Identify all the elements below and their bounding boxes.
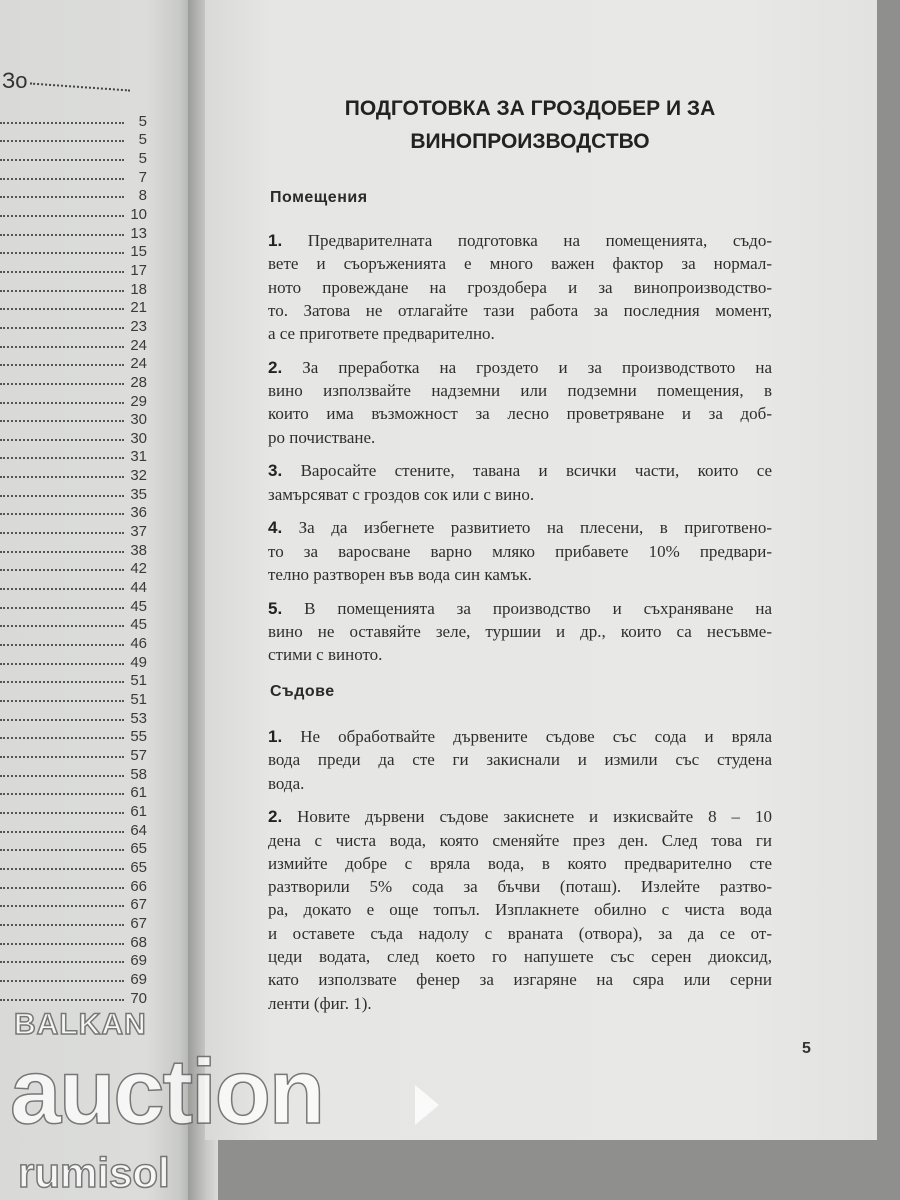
toc-page-number: 65 <box>130 858 147 876</box>
toc-leader-dots <box>0 943 124 945</box>
toc-leader-dots <box>0 457 124 459</box>
toc-leader-dots <box>0 327 124 329</box>
toc-leader-dots <box>0 532 124 534</box>
toc-page-number: 24 <box>130 355 147 373</box>
line-text: За преработка на гроздето и за производството на <box>282 357 772 377</box>
line-text: Не обработвайте дървените съдове със сода и вряла <box>282 727 772 746</box>
toc-leader-dots <box>0 905 124 907</box>
toc-leader-dots <box>0 961 124 963</box>
section-vessels <box>268 725 772 1025</box>
text-line <box>268 229 772 252</box>
line-text: ра, докато е още топъл. Изплакнете обилно с чиста вода <box>268 900 772 920</box>
toc-entry <box>0 278 150 297</box>
text-line <box>268 540 772 563</box>
title-line: ПОДГОТОВКА ЗА ГРОЗДОБЕР И ЗА <box>344 97 716 120</box>
text-line <box>268 945 772 968</box>
numbered-paragraph <box>268 805 772 1015</box>
text-line <box>268 483 772 506</box>
toc-entry <box>0 259 150 278</box>
toc-leader-dots <box>0 215 124 217</box>
toc-page-number: 57 <box>130 746 147 764</box>
toc-page-number: 44 <box>130 579 147 597</box>
section-heading: Помещения <box>270 189 368 206</box>
toc-entry <box>0 576 150 595</box>
toc-entry <box>0 782 150 801</box>
text-line <box>268 322 772 345</box>
toc-page-number: 61 <box>130 802 147 820</box>
toc-page-number: 70 <box>130 989 147 1007</box>
toc-entry <box>0 185 150 204</box>
toc-entry <box>0 297 150 316</box>
toc-leader-dots <box>0 476 124 478</box>
line-text: телно разтворен във вода син камък. <box>268 565 532 585</box>
line-text: дена с чиста вода, която сменяйте през ден. След това ги <box>268 830 772 850</box>
toc-leader-dots <box>0 980 124 982</box>
toc-entry <box>0 241 150 260</box>
numbered-paragraph <box>268 356 772 449</box>
toc-page-number: 29 <box>130 392 147 410</box>
toc-leader-dots <box>0 140 124 142</box>
toc-entry <box>0 950 150 969</box>
toc-entry <box>0 427 150 446</box>
toc-page-number: 5 <box>138 149 147 167</box>
line-text: Варосайте стените, тавана и всички части, които се <box>282 461 772 481</box>
toc-entry <box>0 558 150 577</box>
toc-page-number: 45 <box>130 616 147 634</box>
text-line <box>268 426 772 449</box>
text-line <box>268 992 772 1015</box>
line-text: замърсяват с гроздов сок или с вино. <box>268 484 535 504</box>
text-line <box>268 643 772 666</box>
toc-entry <box>0 912 150 931</box>
section-heading: Съдове <box>270 683 335 700</box>
text-line <box>268 725 772 748</box>
toc-page-number: 31 <box>130 448 147 466</box>
paragraph-number: 1. <box>268 727 283 746</box>
line-text: ното провеждане на гроздобера и за винопроизводство- <box>268 277 772 297</box>
paragraph-number: 2. <box>268 807 283 827</box>
toc-leader-dots <box>0 159 124 161</box>
text-line <box>268 252 772 275</box>
toc-entry <box>0 483 150 502</box>
line-text: разтворили 5% сода за бъчви (поташ). Излейте разтво- <box>268 877 772 897</box>
toc-leader-dots <box>0 775 124 777</box>
toc-leader-dots <box>0 346 124 348</box>
toc-leader-dots <box>0 178 124 180</box>
toc-leader-dots <box>0 495 124 497</box>
toc-page-number: 32 <box>130 467 147 485</box>
toc-page-number: 18 <box>130 280 147 298</box>
toc-entry <box>0 166 150 185</box>
toc-page-number: 64 <box>130 821 147 839</box>
toc-page-number: 68 <box>130 933 147 951</box>
line-text: Предварителната подготовка на помещенията, съдо- <box>282 231 772 250</box>
toc-page-number: 45 <box>130 597 147 615</box>
text-line <box>268 379 772 402</box>
text-line <box>268 563 772 586</box>
toc-page-number: 46 <box>130 635 147 653</box>
section-premises <box>268 229 772 677</box>
toc-leader-dots <box>0 513 124 515</box>
toc-leader-dots <box>0 607 124 609</box>
toc-entry <box>0 651 150 670</box>
numbered-paragraph <box>268 725 772 795</box>
toc-entry <box>0 147 150 166</box>
toc-page-number: 13 <box>130 224 147 242</box>
toc-leader-dots <box>0 999 124 1001</box>
toc-entry <box>0 726 150 745</box>
line-text: а се пригответе предварително. <box>268 324 495 344</box>
toc-page-number: 58 <box>130 765 147 783</box>
toc-leader-dots <box>0 737 124 739</box>
text-line <box>268 402 772 425</box>
toc-leader-dots <box>0 196 124 198</box>
line-text: които има възможност за лесно проветряване и за доб- <box>268 404 772 424</box>
numbered-paragraph <box>268 459 772 506</box>
line-text: За да избегнете развитието на плесени, в приготвено- <box>282 518 772 538</box>
paragraph-number: 5. <box>268 598 283 618</box>
toc-entry <box>0 539 150 558</box>
watermark-brand-main: auction <box>10 1041 324 1143</box>
toc-page-number: 37 <box>130 523 147 541</box>
toc-entry <box>0 595 150 614</box>
toc-entry <box>0 819 150 838</box>
watermark-brand-top: BALKAN <box>14 1008 147 1041</box>
text-line <box>268 852 772 875</box>
toc-entry <box>0 931 150 950</box>
toc-leader-dots <box>0 700 124 702</box>
toc-entry <box>0 800 150 819</box>
line-text: вете и съоръженията е много важен фактор за нормал- <box>268 254 772 274</box>
toc-page-number: 24 <box>130 336 147 354</box>
toc-leader-dots <box>0 383 124 385</box>
toc-page-number: 38 <box>130 541 147 559</box>
toc-page-number: 67 <box>130 914 147 932</box>
toc-leader-dots <box>0 252 124 254</box>
text-line <box>268 459 772 482</box>
toc-page-number: 53 <box>130 709 147 727</box>
paragraph-number: 3. <box>268 461 283 481</box>
toc-entry <box>0 409 150 428</box>
toc-leader-dots <box>0 812 124 814</box>
toc-page-number: 51 <box>130 672 147 690</box>
toc-page-number: 61 <box>130 784 147 802</box>
toc-page-number: 35 <box>130 485 147 503</box>
toc-entry <box>0 763 150 782</box>
toc-entry <box>0 838 150 857</box>
toc-leader-dots <box>0 271 124 273</box>
toc-leader-dots <box>0 849 124 851</box>
toc-entry <box>0 968 150 987</box>
line-text: вода преди да сте ги закиснали и измили със студена <box>268 750 772 770</box>
toc-entry <box>0 894 150 913</box>
chapter-title <box>290 92 770 158</box>
toc-page-number: 5 <box>138 112 147 130</box>
toc-entry <box>0 688 150 707</box>
watermark-seller: rumisol <box>18 1149 170 1196</box>
toc-page-number: 30 <box>130 411 147 429</box>
numbered-paragraph <box>268 516 772 586</box>
toc-leader-dots <box>0 569 124 571</box>
toc-entry <box>0 353 150 372</box>
toc-page-number: 36 <box>130 504 147 522</box>
text-line <box>268 299 772 322</box>
toc-entry <box>0 502 150 521</box>
line-text: стими с виното. <box>268 645 383 665</box>
toc-entry <box>0 744 150 763</box>
toc-page-number: 5 <box>138 131 147 149</box>
toc-leader-dots <box>0 756 124 758</box>
toc-leader-dots <box>0 588 124 590</box>
toc-page-number: 69 <box>130 970 147 988</box>
toc-leader-dots <box>0 831 124 833</box>
page-number: 5 <box>802 1040 811 1057</box>
toc-page-number: 15 <box>130 243 147 261</box>
toc-page-number: 42 <box>130 560 147 578</box>
text-line <box>268 620 772 643</box>
toc-leader-dots <box>0 681 124 683</box>
text-line <box>268 276 772 299</box>
toc-entry <box>0 222 150 241</box>
toc-leader-dots <box>0 290 124 292</box>
toc-entry <box>0 446 150 465</box>
toc-entry <box>0 464 150 483</box>
toc-entry <box>0 334 150 353</box>
numbered-paragraph <box>268 229 772 345</box>
watermark-arrow-icon <box>415 1085 439 1125</box>
toc-page-number: 17 <box>130 261 147 279</box>
table-of-contents <box>0 110 150 1006</box>
toc-entry <box>0 110 150 129</box>
toc-leader-dots <box>0 364 124 366</box>
toc-page-number: 7 <box>138 168 147 186</box>
toc-entry <box>0 987 150 1006</box>
text-line <box>268 516 772 539</box>
text-line <box>268 922 772 945</box>
toc-entry <box>0 203 150 222</box>
toc-entry <box>0 670 150 689</box>
toc-leader-dots <box>0 308 124 310</box>
toc-entry <box>0 707 150 726</box>
toc-leader-dots <box>0 719 124 721</box>
toc-page-number: 10 <box>130 205 147 223</box>
text-line <box>268 805 772 828</box>
toc-entry-fragment: Зо <box>2 68 28 93</box>
toc-leader-dots <box>0 887 124 889</box>
toc-page-number: 69 <box>130 952 147 970</box>
line-text: В помещенията за производство и съхраняване на <box>282 598 772 618</box>
line-text: вода. <box>268 773 305 793</box>
line-text: ленти (фиг. 1). <box>268 993 372 1013</box>
toc-leader-dots <box>0 551 124 553</box>
line-text: то за варосване варно мляко прибавете 10% предвари- <box>268 541 772 561</box>
toc-entry <box>0 856 150 875</box>
toc-page-number: 21 <box>130 299 147 317</box>
text-line <box>268 597 772 620</box>
toc-leader-dots <box>0 663 124 665</box>
line-text: вино използвайте надземни или подземни помещения, в <box>268 381 772 401</box>
toc-entry <box>0 390 150 409</box>
toc-entry <box>0 371 150 390</box>
line-text: измийте добре с вряла вода, в която предварително сте <box>268 853 772 873</box>
text-line <box>268 829 772 852</box>
text-line <box>268 898 772 921</box>
text-line <box>268 748 772 771</box>
numbered-paragraph <box>268 597 772 667</box>
toc-page-number: 67 <box>130 896 147 914</box>
toc-leader-dots <box>0 402 124 404</box>
toc-page-number: 30 <box>130 429 147 447</box>
text-line <box>268 356 772 379</box>
toc-leader-dots <box>0 122 124 124</box>
line-text: цеди водата, след което го напушете със серен диоксид, <box>268 947 772 967</box>
text-line <box>268 968 772 991</box>
toc-page-number: 28 <box>130 373 147 391</box>
paragraph-number: 1. <box>268 231 283 250</box>
toc-leader-dots <box>0 234 124 236</box>
toc-page-number: 23 <box>130 317 147 335</box>
toc-entry <box>0 315 150 334</box>
line-text: Новите дървени съдове закиснете и изкисвайте 8 – 10 <box>282 807 772 827</box>
line-text: като използвате фенер за изгаряне на сяра или серни <box>268 970 772 990</box>
toc-entry <box>0 520 150 539</box>
toc-page-number: 66 <box>130 877 147 895</box>
toc-page-number: 51 <box>130 691 147 708</box>
line-text: ро почистване. <box>268 427 376 447</box>
line-text: то. Затова не отлагайте тази работа за последния момент, <box>268 300 772 320</box>
toc-leader-dots <box>0 625 124 627</box>
toc-page-number: 8 <box>138 187 147 205</box>
toc-entry <box>0 632 150 651</box>
paragraph-number: 4. <box>268 518 283 538</box>
toc-page-number: 49 <box>130 653 147 671</box>
toc-leader-dots <box>0 924 124 926</box>
toc-leader-dots <box>0 793 124 795</box>
toc-entry <box>0 875 150 894</box>
text-line <box>268 772 772 795</box>
title-line: ВИНОПРОИЗВОДСТВО <box>410 130 650 153</box>
text-line <box>268 875 772 898</box>
toc-leader-dots <box>0 420 124 422</box>
toc-leader-dots <box>0 868 124 870</box>
toc-leader-dots <box>30 83 130 92</box>
toc-leader-dots <box>0 439 124 441</box>
toc-leader-dots <box>0 644 124 646</box>
line-text: и оставете съда надолу с враната (отвора), за да се от- <box>268 923 772 943</box>
paragraph-number: 2. <box>268 357 283 377</box>
toc-page-number: 65 <box>130 840 147 858</box>
toc-entry <box>0 129 150 148</box>
line-text: вино не оставяйте зеле, туршии и др., които са несъвме- <box>268 622 772 642</box>
toc-entry <box>0 614 150 633</box>
toc-page-number: 55 <box>130 728 147 746</box>
